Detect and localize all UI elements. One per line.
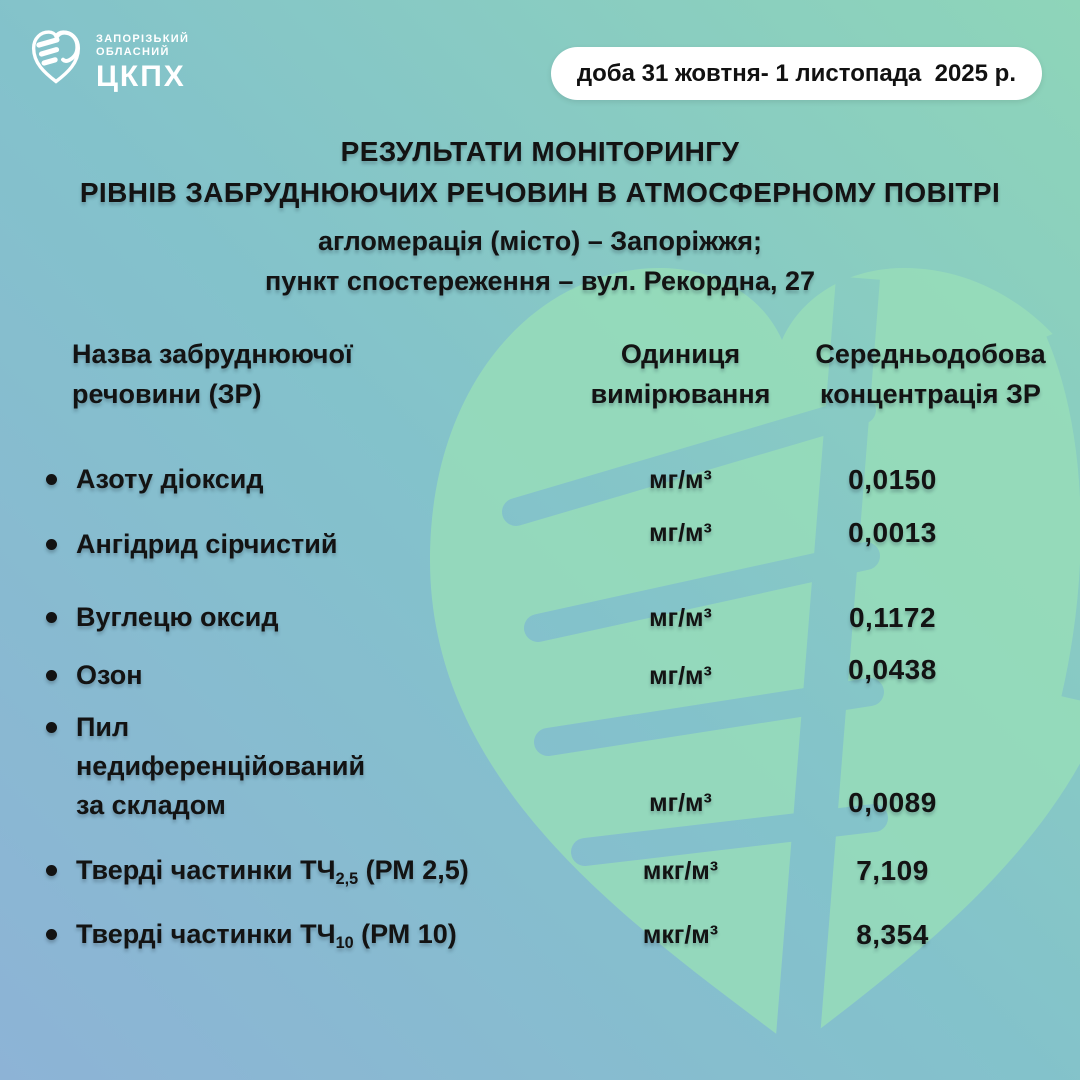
substance-name-line: Тверді частинки $ТЧ_{2,5}$ (РМ 2,5) xyxy=(76,855,469,888)
substance-name-line: Тверді частинки $ТЧ_{10}$ (РМ 10) xyxy=(76,919,457,952)
substance-cell xyxy=(42,598,588,637)
column-header-substance-line2: речовини (ЗР) xyxy=(72,379,262,409)
unit-cell: мкг/м³ xyxy=(642,920,719,949)
table-row xyxy=(42,851,1058,890)
concentration-value-cell: 0,0438 xyxy=(848,653,937,685)
org-abbreviation: ЦКПХ xyxy=(96,60,186,93)
substance-cell xyxy=(42,525,588,564)
column-header-substance-line1: Назва забруднюючої xyxy=(72,339,353,369)
pollutant-table-body xyxy=(42,460,1058,954)
subtitle-agglomeration: агломерація (місто) – Запоріжжя; xyxy=(318,226,762,256)
concentration-value-cell: 7,109 xyxy=(856,854,929,886)
substance-name xyxy=(76,915,457,954)
concentration-value-cell: 0,0089 xyxy=(848,787,937,818)
page-subtitle xyxy=(0,221,1080,301)
org-name xyxy=(96,26,189,92)
column-header-unit: Одиниця вимірювання xyxy=(590,339,771,409)
substance-name-line: за складом xyxy=(76,790,226,820)
org-name-line1: ЗАПОРІЗЬКИЙ xyxy=(96,33,190,45)
bullet-icon xyxy=(46,929,57,940)
table-row xyxy=(42,598,1058,637)
substance-cell xyxy=(42,851,588,890)
bullet-icon xyxy=(46,670,57,681)
substance-name xyxy=(76,460,264,499)
unit-cell: мг/м³ xyxy=(649,603,712,632)
bullet-icon xyxy=(46,539,57,550)
substance-cell xyxy=(42,656,588,695)
substance-name-line: Пил xyxy=(76,712,130,742)
unit-cell: мкг/м³ xyxy=(642,856,719,885)
bullet-icon xyxy=(46,474,57,485)
page-title-line1: РЕЗУЛЬТАТИ МОНІТОРИНГУ xyxy=(340,136,740,167)
page-title-line2: РІВНІВ ЗАБРУДНЮЮЧИХ РЕЧОВИН В АТМОСФЕРНОМУ ПОВІТРІ xyxy=(79,177,1001,208)
org-name-line2: ОБЛАСНИЙ xyxy=(96,46,170,58)
substance-name-line: Вуглецю оксид xyxy=(76,602,279,632)
substance-cell xyxy=(42,708,588,825)
unit-cell: мг/м³ xyxy=(649,789,712,817)
unit-cell: мг/м³ xyxy=(649,661,712,690)
date-badge: доба 31 жовтня- 1 листопада 2025 р. xyxy=(551,47,1042,100)
substance-name xyxy=(76,656,143,695)
substance-name-line: Ангідрид сірчистий xyxy=(76,529,338,559)
concentration-value-cell: 0,0150 xyxy=(848,463,937,495)
pollutant-table xyxy=(42,334,1058,954)
table-row xyxy=(42,460,1058,499)
substance-name xyxy=(76,598,278,637)
substance-cell xyxy=(42,915,588,954)
substance-name-line: Азоту діоксид xyxy=(76,464,264,494)
substance-name-line: недиференційований xyxy=(76,751,366,781)
column-header-concentration: Середньодобова концентрація ЗР xyxy=(815,339,1046,409)
table-row xyxy=(42,708,1058,825)
table-row xyxy=(42,915,1058,954)
unit-cell: мг/м³ xyxy=(649,518,712,547)
bullet-icon xyxy=(46,865,57,876)
substance-name-line: Озон xyxy=(76,660,143,690)
table-row xyxy=(42,653,1058,695)
unit-cell: мг/м³ xyxy=(649,465,712,494)
substance-name xyxy=(76,525,337,564)
bullet-icon xyxy=(46,612,57,623)
substance-name xyxy=(76,708,365,825)
table-header-row xyxy=(42,334,1058,414)
bullet-icon xyxy=(46,722,57,733)
page-title xyxy=(0,131,1080,213)
org-logo xyxy=(30,26,189,92)
heart-shield-icon xyxy=(30,26,82,84)
subtitle-observation-point: пункт спостереження – вул. Рекордна, 27 xyxy=(265,266,815,296)
substance-name xyxy=(76,851,469,890)
concentration-value-cell: 0,0013 xyxy=(848,516,937,548)
substance-cell xyxy=(42,460,588,499)
concentration-value-cell: 8,354 xyxy=(856,918,929,950)
concentration-value-cell: 0,1172 xyxy=(848,601,937,633)
table-row xyxy=(42,516,1058,564)
column-header-substance xyxy=(42,334,452,414)
